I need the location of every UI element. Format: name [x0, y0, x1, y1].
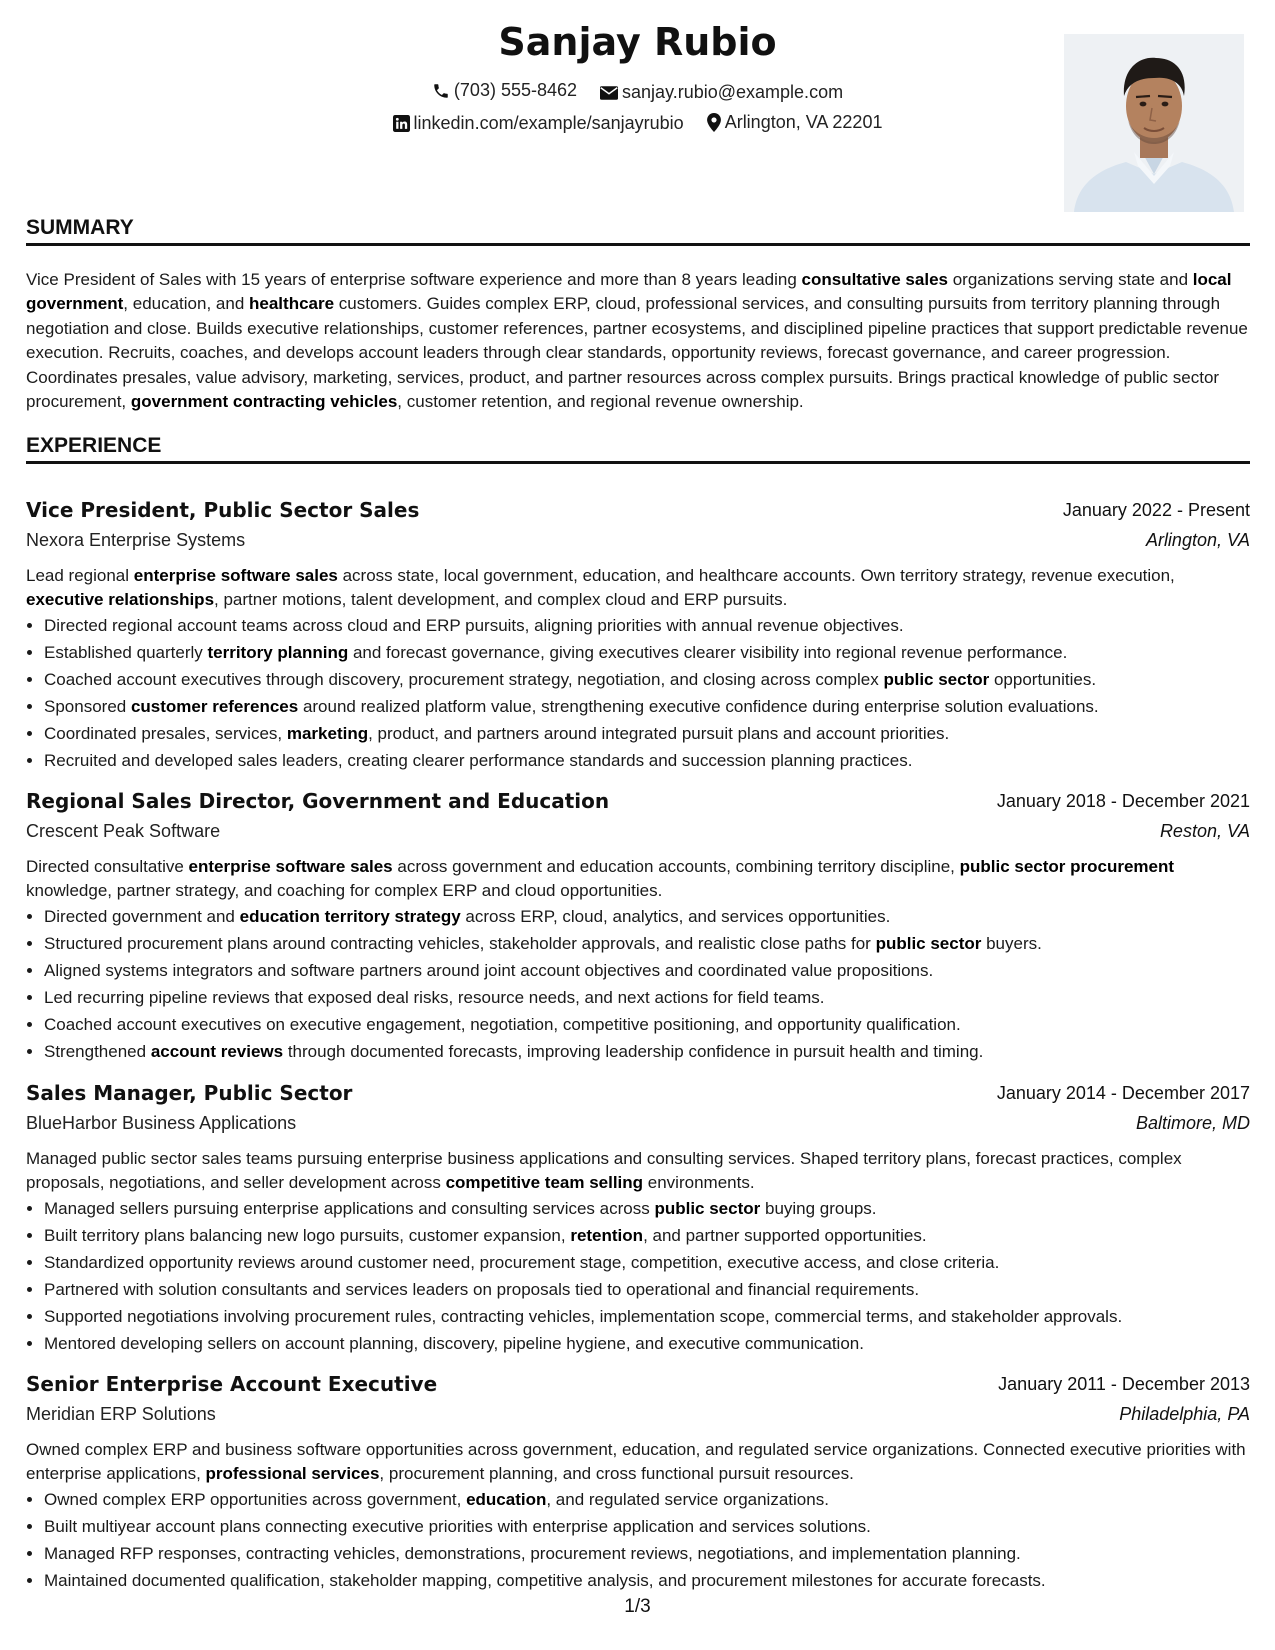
achievement-item: • Strengthened account reviews through documented forecasts, improving leadership confidence in pursuit health and timing. — [44, 1038, 1250, 1065]
job-title: Regional Sales Director, Government and Education — [26, 789, 610, 813]
phone-contact — [432, 80, 577, 101]
emphasis-text: public sector — [875, 934, 982, 953]
achievement-item: • Standardized opportunity reviews around customer need, procurement stage, competition, executive access, and close criteria. — [44, 1249, 1250, 1276]
job-dates: January 2022 - Present — [1062, 500, 1250, 520]
job-subheader — [26, 1113, 1250, 1147]
company-name: Nexora Enterprise Systems — [26, 530, 246, 550]
job-header — [26, 1081, 1250, 1113]
achievement-item: • Sponsored customer references around realized platform value, strengthening executive confidence during enterprise solution evaluations. — [44, 693, 1250, 720]
achievement-list — [26, 903, 1250, 1065]
summary-text: Vice President of Sales with 15 years of enterprise software experience and more than 8 years leading consultative sales organizations serving state and local government, education, and healthcare customers. Guides complex ERP, cloud, professional services, and consulting pursuits from territory planning through negotiation and close. Builds executive relationships, customer references, partner ecosystems, and disciplined pipeline practices that support predictable revenue execution. Recruits, coaches, and develops account leaders through clear standards, opportunity reviews, forecast governance, and career progression. Coordinates presales, value advisory, marketing, services, product, and partner resources across complex pursuits. Brings practical knowledge of public sector procurement, government contracting vehicles, customer retention, and regional revenue ownership. — [26, 270, 1248, 412]
emphasis-text: enterprise software sales — [133, 566, 338, 585]
emphasis-text: consultative sales — [801, 270, 948, 289]
phone-text: (703) 555-8462 — [453, 80, 578, 100]
emphasis-text: public sector — [883, 670, 990, 689]
linkedin-icon — [393, 115, 410, 132]
achievement-item: • Coached account executives on executive engagement, negotiation, competitive positioning, and opportunity qualification. — [44, 1011, 1250, 1038]
achievement-list — [26, 612, 1250, 774]
job-location: Arlington, VA — [1145, 530, 1250, 550]
job-description: Managed public sector sales teams pursuing enterprise business applications and consulting services. Shaped territory plans, forecast practices, complex proposals, negotiations, and seller development across competitive team selling environments. — [26, 1149, 1182, 1192]
linkedin-text[interactable]: linkedin.com/example/sanjayrubio — [413, 113, 684, 133]
emphasis-text: marketing — [286, 724, 369, 743]
emphasis-text: government contracting vehicles — [130, 392, 398, 412]
achievement-item: • Coordinated presales, services, marketing, product, and partners around integrated pursuit plans and account priorities. — [44, 720, 1250, 747]
achievement-item: • Maintained documented qualification, stakeholder mapping, competitive analysis, and procurement milestones for accurate forecasts. — [44, 1567, 1250, 1594]
job-header — [26, 1372, 1250, 1404]
envelope-icon — [600, 86, 618, 100]
achievement-item: • Managed sellers pursuing enterprise applications and consulting services across public sector buying groups. — [44, 1195, 1250, 1222]
emphasis-text: territory planning — [207, 643, 349, 662]
job-description: Owned complex ERP and business software opportunities across government, education, and regulated service organizations. Connected executive priorities with enterprise applications, professional services, procurement planning, and cross functional pursuit resources. — [26, 1440, 1246, 1483]
achievement-item: • Built territory plans balancing new logo pursuits, customer expansion, retention, and partner supported opportunities. — [44, 1222, 1250, 1249]
job-dates: January 2018 - December 2021 — [996, 791, 1250, 811]
achievement-item: • Managed RFP responses, contracting vehicles, demonstrations, procurement reviews, negotiations, and implementation planning. — [44, 1540, 1250, 1567]
emphasis-text: account reviews — [150, 1042, 284, 1061]
emphasis-text: public sector procurement — [959, 857, 1175, 876]
map-pin-icon — [707, 113, 721, 132]
emphasis-text: healthcare — [249, 294, 335, 314]
emphasis-text: education territory strategy — [239, 907, 461, 926]
job-header — [26, 789, 1250, 821]
achievement-item: • Established quarterly territory planning and forecast governance, giving executives clearer visibility into regional revenue performance. — [44, 639, 1250, 666]
achievement-item: • Partnered with solution consultants and services leaders on proposals tied to operational and financial requirements. — [44, 1276, 1250, 1303]
profile-photo — [1064, 34, 1244, 212]
summary-section-title: SUMMARY — [26, 216, 1250, 246]
achievement-item: • Supported negotiations involving procurement rules, contracting vehicles, implementation scope, commercial terms, and stakeholder approvals. — [44, 1303, 1250, 1330]
achievement-item: • Mentored developing sellers on account planning, discovery, pipeline hygiene, and executive communication. — [44, 1330, 1250, 1357]
experience-entry — [26, 1372, 1250, 1594]
job-location: Baltimore, MD — [1135, 1113, 1250, 1133]
emphasis-text: enterprise software sales — [188, 857, 393, 876]
emphasis-text: professional services — [205, 1464, 380, 1483]
job-dates: January 2014 - December 2017 — [996, 1083, 1250, 1103]
page-number: 1/3 — [624, 1596, 651, 1617]
email-text[interactable]: sanjay.rubio@example.com — [622, 82, 844, 102]
job-title: Senior Enterprise Account Executive — [26, 1372, 438, 1396]
location-contact — [707, 112, 883, 133]
emphasis-text: education — [466, 1490, 547, 1509]
candidate-name: Sanjay Rubio — [498, 20, 777, 64]
company-name: BlueHarbor Business Applications — [26, 1113, 297, 1133]
company-name: Crescent Peak Software — [26, 821, 221, 841]
job-title: Sales Manager, Public Sector — [26, 1081, 353, 1105]
job-subheader — [26, 821, 1250, 855]
experience-entry — [26, 1081, 1250, 1357]
emphasis-text: retention — [570, 1226, 644, 1245]
achievement-item: • Led recurring pipeline reviews that exposed deal risks, resource needs, and next actions for field teams. — [44, 984, 1250, 1011]
job-location: Philadelphia, PA — [1119, 1404, 1250, 1424]
job-description: Lead regional enterprise software sales across state, local government, education, and healthcare accounts. Own territory strategy, revenue execution, executive relationships, partner motions, talent development, and complex cloud and ERP pursuits. — [26, 566, 1175, 609]
experience-entry — [26, 498, 1250, 774]
phone-icon — [432, 82, 450, 100]
emphasis-text: competitive team selling — [445, 1173, 644, 1192]
emphasis-text: executive relationships — [26, 590, 215, 609]
experience-section-title: EXPERIENCE — [26, 434, 1250, 464]
achievement-list — [26, 1486, 1250, 1594]
email-contact[interactable] — [600, 82, 843, 103]
achievement-item: • Recruited and developed sales leaders, creating clearer performance standards and succession planning practices. — [44, 747, 1250, 774]
achievement-item: • Owned complex ERP opportunities across government, education, and regulated service organizations. — [44, 1486, 1250, 1513]
company-name: Meridian ERP Solutions — [26, 1404, 216, 1424]
job-description: Directed consultative enterprise software sales across government and education accounts, combining territory discipline, public sector procurement knowledge, partner strategy, and coaching for complex ERP and cloud opportunities. — [26, 857, 1175, 900]
emphasis-text: customer references — [130, 697, 299, 716]
experience-entry — [26, 789, 1250, 1065]
job-subheader — [26, 530, 1250, 564]
achievement-item: • Aligned systems integrators and software partners around joint account objectives and coordinated value propositions. — [44, 957, 1250, 984]
achievement-item: • Directed regional account teams across cloud and ERP pursuits, aligning priorities with annual revenue objectives. — [44, 612, 1250, 639]
location-text: Arlington, VA 22201 — [724, 112, 883, 132]
achievement-item: • Directed government and education territory strategy across ERP, cloud, analytics, and services opportunities. — [44, 903, 1250, 930]
job-title: Vice President, Public Sector Sales — [26, 498, 420, 522]
resume-header — [0, 0, 1275, 220]
achievement-item: • Coached account executives through discovery, procurement strategy, negotiation, and closing across complex public sector opportunities. — [44, 666, 1250, 693]
job-dates: January 2011 - December 2013 — [998, 1374, 1250, 1394]
achievement-item: • Built multiyear account plans connecting executive priorities with enterprise application and services solutions. — [44, 1513, 1250, 1540]
emphasis-text: public sector — [654, 1199, 761, 1218]
emphasis-text: local government — [26, 270, 1232, 314]
job-header — [26, 498, 1250, 530]
job-location: Reston, VA — [1159, 821, 1250, 841]
achievement-item: • Structured procurement plans around contracting vehicles, stakeholder approvals, and realistic close paths for public sector buyers. — [44, 930, 1250, 957]
job-subheader — [26, 1404, 1250, 1438]
achievement-list — [26, 1195, 1250, 1357]
linkedin-contact[interactable] — [393, 113, 684, 134]
